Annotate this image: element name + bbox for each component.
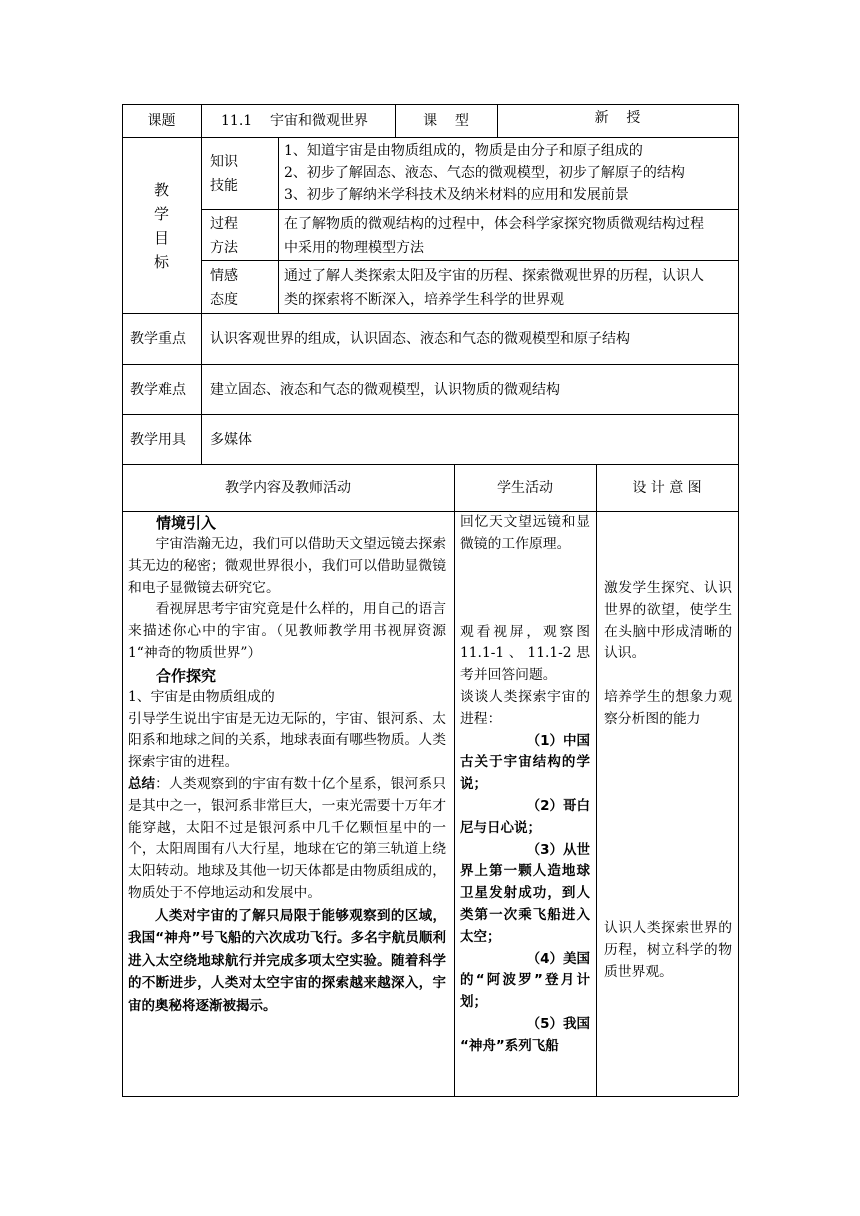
key-point-label: 教学重点 bbox=[130, 331, 186, 347]
student-history-item: （1）中国 bbox=[526, 732, 590, 749]
objectives-label-char: 教 bbox=[153, 181, 169, 199]
knowledge-label bbox=[210, 150, 238, 198]
key-point-value: 认识客观世界的组成，认识固态、液态和气态的微观模型和原子结构 bbox=[210, 331, 630, 347]
knowledge-label-line: 知识 bbox=[210, 154, 238, 170]
knowledge-line: 3、初步了解纳米学科技术及纳米材料的应用和发展前景 bbox=[284, 187, 629, 203]
student-content bbox=[460, 512, 590, 1058]
column-header-teacher: 教学内容及教师活动 bbox=[225, 480, 351, 496]
teacher-summary bbox=[128, 774, 446, 905]
grid-line bbox=[278, 137, 279, 313]
grid-line bbox=[596, 464, 597, 1096]
process-label-line: 过程 bbox=[210, 216, 238, 232]
student-history-item: “神舟”系列飞船 bbox=[460, 1037, 559, 1054]
student-history-item: （5）我国 bbox=[526, 1015, 590, 1032]
emotion-label-line: 态度 bbox=[210, 292, 238, 308]
objectives-label-char: 学 bbox=[153, 205, 169, 223]
student-history-item: （4）美国 bbox=[526, 950, 590, 967]
process-label-line: 方法 bbox=[210, 240, 238, 256]
grid-line bbox=[201, 260, 738, 261]
column-header-student: 学生活动 bbox=[497, 480, 553, 496]
knowledge-label-line: 技能 bbox=[210, 178, 238, 194]
grid-line bbox=[122, 1096, 738, 1097]
student-history-item: （3）从世 bbox=[526, 841, 590, 858]
objectives-label-char: 标 bbox=[153, 253, 169, 271]
difficulty-label: 教学难点 bbox=[130, 382, 186, 398]
student-activity: 谈谈人类探索宇宙的进程： bbox=[460, 688, 590, 727]
student-history-item: 古关于宇宙结构的学说； bbox=[460, 754, 590, 793]
column-header-design: 设 计 意 图 bbox=[632, 480, 702, 496]
subject-value: 11.1 宇宙和微观世界 bbox=[221, 113, 368, 129]
emotion-content bbox=[284, 264, 704, 312]
teacher-paragraph-bold: 人类对宇宙的了解只局限于能够观察到的区域，我国“神舟”号飞船的六次成功飞行。多名宇航员顺利进入太空绕地球航行并完成多项太空实验。随着科学的不断进步，人类对太空宇宙的探索越来越深入，宇宙的奥秘将逐渐被揭示。 bbox=[128, 907, 446, 1014]
grid-line bbox=[122, 313, 738, 314]
grid-line bbox=[122, 137, 738, 138]
knowledge-line: 2、初步了解固态、液态、气态的微观模型，初步了解原子的结构 bbox=[284, 165, 685, 181]
emotion-label-line: 情感 bbox=[210, 268, 238, 284]
lesson-type-value: 新 授 bbox=[594, 110, 641, 126]
student-history-item: 尼与日心说； bbox=[460, 819, 541, 836]
emotion-line: 类的探索将不断深入，培养学生科学的世界观 bbox=[284, 292, 564, 308]
teacher-paragraph: 宇宙浩瀚无边，我们可以借助天文望远镜去探索其无边的秘密；微观世界很小，我们可以借助显微镜和电子显微镜去研究它。 bbox=[128, 536, 446, 596]
tools-value: 多媒体 bbox=[210, 432, 252, 448]
grid-line bbox=[122, 364, 738, 365]
heading-cooperative-inquiry: 合作探究 bbox=[156, 666, 217, 685]
teacher-item: 1、宇宙是由物质组成的 bbox=[128, 688, 275, 705]
heading-situation-intro: 情境引入 bbox=[156, 514, 217, 532]
summary-text: ：人类观察到的宇宙有数十亿个星系，银河系只是其中之一，银河系非常巨大，一束光需要十万年才能穿越，太阳不过是银河系中几千亿颗恒星中的一个，太阳周围有八大行星，地球在它的第三轨道上绕太阳转动。地球及其他一切天体都是由物质组成的，物质处于不停地运动和发展中。 bbox=[128, 775, 447, 901]
grid-line bbox=[122, 414, 738, 415]
grid-line bbox=[738, 104, 739, 1096]
subject-label: 课题 bbox=[147, 113, 176, 129]
lesson-type-label: 课 型 bbox=[423, 113, 469, 129]
teacher-content bbox=[128, 512, 446, 1017]
objectives-label-char: 目 bbox=[153, 229, 169, 247]
difficulty-value: 建立固态、液态和气态的微观模型，认识物质的微观结构 bbox=[210, 382, 560, 398]
design-intent-3: 认识人类探索世界的历程，树立科学的物质世界观。 bbox=[604, 920, 732, 980]
process-line: 中采用的物理模型方法 bbox=[284, 240, 424, 256]
teacher-paragraph: 引导学生说出宇宙是无边无际的，宇宙、银河系、太阳系和地球之间的关系，地球表面有哪些物质。人类探索宇宙的进程。 bbox=[128, 710, 446, 771]
student-history-item: （2）哥白 bbox=[526, 797, 590, 814]
grid-line bbox=[122, 104, 738, 105]
process-content bbox=[284, 212, 704, 260]
grid-line bbox=[201, 104, 202, 464]
student-history-item: 的“阿波罗”登月计划； bbox=[460, 972, 590, 1011]
process-line: 在了解物质的微观结构的过程中，体会科学家探究物质微观结构过程 bbox=[284, 216, 704, 232]
objectives-label bbox=[122, 178, 201, 274]
emotion-label bbox=[210, 264, 238, 312]
grid-line bbox=[122, 464, 738, 465]
knowledge-line: 1、知道宇宙是由物质组成的，物质是由分子和原子组成的 bbox=[284, 143, 643, 159]
student-history-item: 界上第一颗人造地球卫星发射成功，到人类第一次乘飞船进入太空； bbox=[460, 863, 590, 945]
grid-line bbox=[454, 464, 455, 1096]
teacher-paragraph: 看视屏思考宇宙究竟是什么样的，用自己的语言来描述你心中的宇宙。（见教师教学用书视屏资源 1“神奇的物质世界”） bbox=[128, 601, 446, 661]
design-intent-1: 激发学生探究、认识世界的欲望，使学生在头脑中形成清晰的认识。 bbox=[604, 580, 732, 662]
knowledge-content bbox=[284, 140, 685, 206]
grid-line bbox=[201, 209, 738, 210]
process-label bbox=[210, 212, 238, 260]
summary-label: 总结 bbox=[128, 775, 156, 792]
student-activity: 观看视屏，观察图 11.1-1 、 11.1-2 思考并回答问题。 bbox=[460, 623, 590, 684]
emotion-line: 通过了解人类探索太阳及宇宙的历程、探索微观世界的历程，认识人 bbox=[284, 268, 704, 284]
tools-label: 教学用具 bbox=[130, 432, 186, 448]
design-intent-2: 培养学生的想象力观察分析图的能力 bbox=[604, 689, 732, 727]
student-activity: 回忆天文望远镜和显微镜的工作原理。 bbox=[460, 514, 590, 552]
